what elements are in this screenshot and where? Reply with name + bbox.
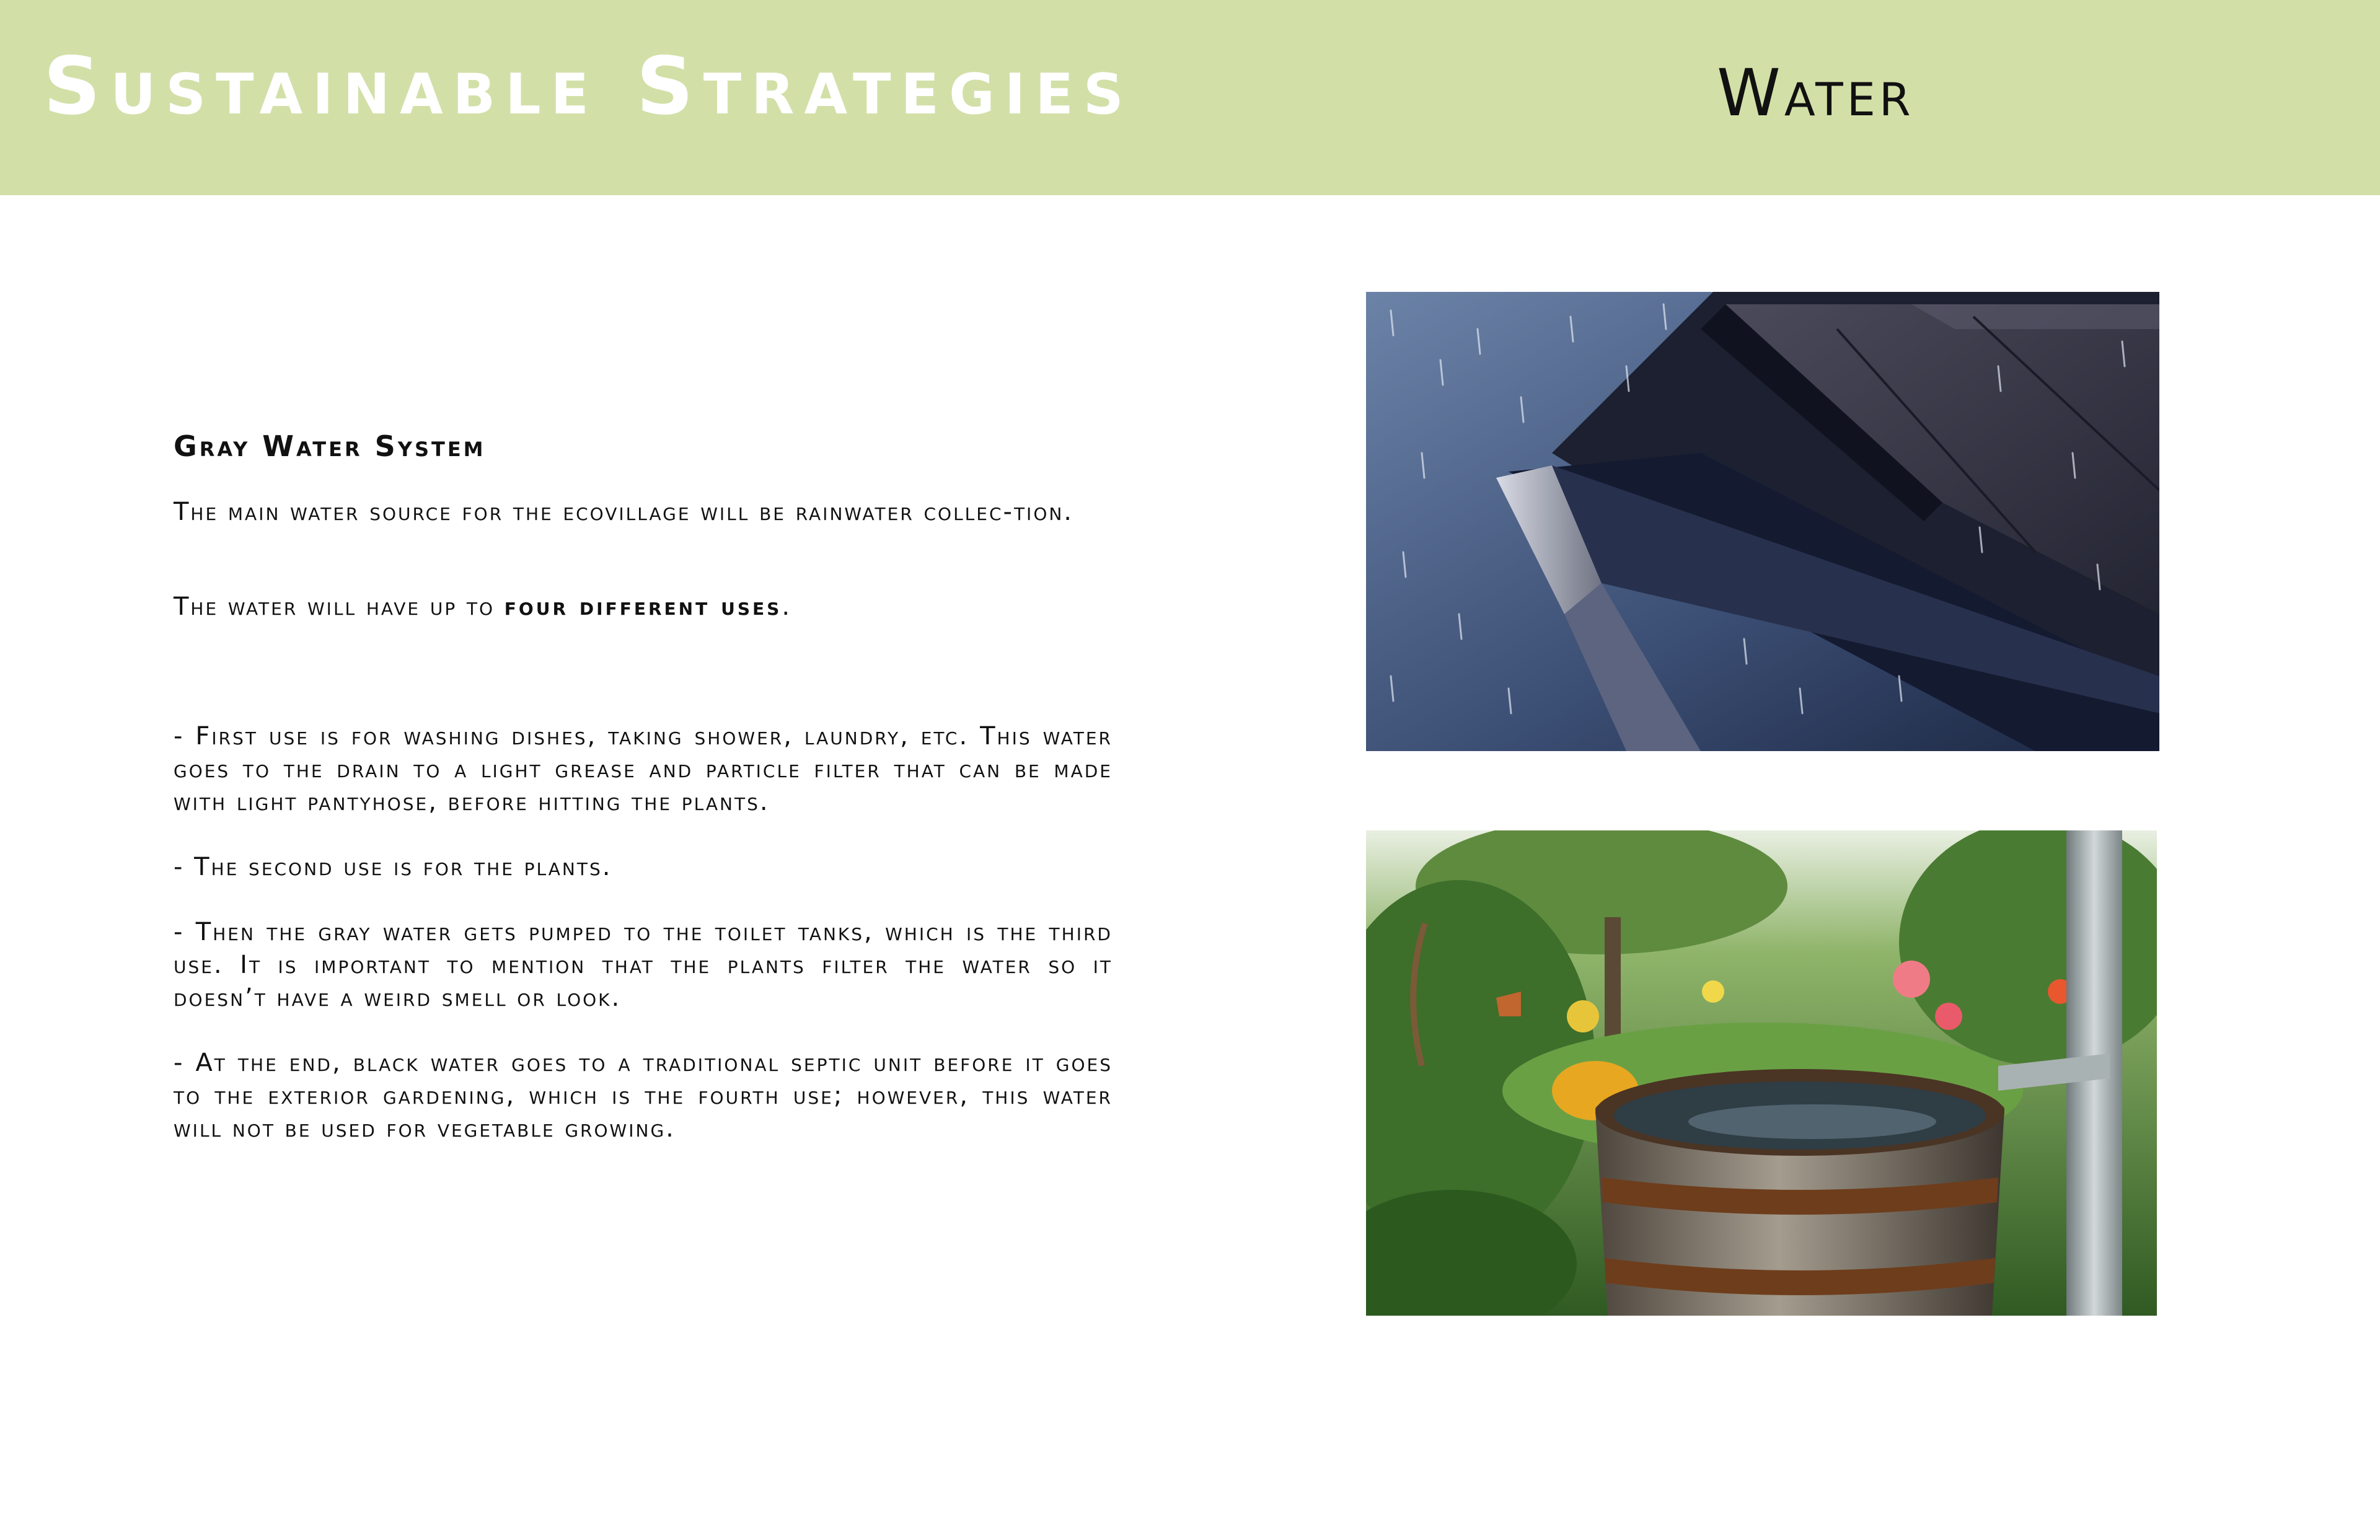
uses-prefix: The water will have up to: [174, 592, 505, 621]
bullet-second-use: - The second use is for the plants.: [174, 853, 612, 881]
rain-barrel-photo: [1366, 830, 2157, 1316]
uses-paragraph: [174, 591, 1113, 623]
rain-gutter-photo: [1366, 292, 2159, 751]
rain-gutter-illustration: [1366, 292, 2159, 751]
rain-barrel-illustration: [1366, 830, 2157, 1316]
intro-paragraph: The main water source for the ecovillage will be rainwater collec-tion.: [174, 498, 1074, 526]
page-title: Sustainable Strategies: [43, 40, 1134, 133]
uses-emphasis: four different uses: [504, 592, 782, 621]
uses-suffix: .: [782, 592, 792, 621]
section-title: Water: [1717, 55, 1915, 131]
gray-water-heading: Gray Water System: [174, 429, 486, 463]
bullet-fourth-use: - At the end, black water goes to a traditional septic unit before it goes to the exterior gardening, which is the fourth use; however, this water will not be used for vegetable growing.: [174, 1049, 1113, 1143]
text-column: [174, 421, 1113, 1177]
bullet-first-use: - First use is for washing dishes, taking shower, laundry, etc. This water goes to the drain to a light grease and particle filter that can be made with light pantyhose, before hitting the plants.: [174, 722, 1113, 816]
bullet-third-use: - Then the gray water gets pumped to the toilet tanks, which is the third use. It is important to mention that the plants filter the water so it doesn’t have a weird smell or look.: [174, 918, 1113, 1012]
